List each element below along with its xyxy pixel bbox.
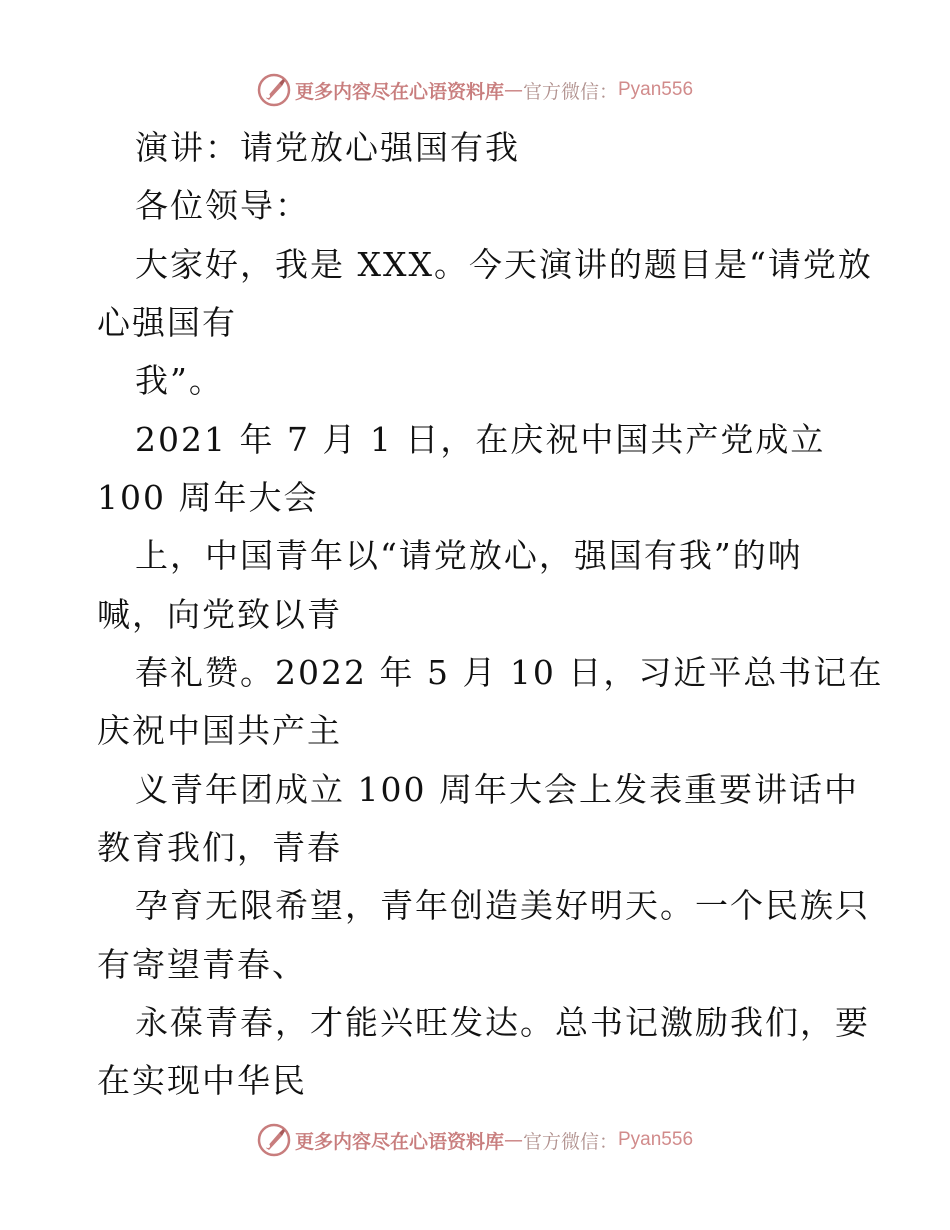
text-line: 春礼赞。2022 年 5 月 10 日，习近平总书记在 <box>135 653 884 692</box>
text-line: 有寄望青春、 <box>97 945 307 984</box>
watermark-wechat-label: 官方微信： <box>522 1130 618 1153</box>
text-line: 在实现中华民 <box>97 1061 307 1100</box>
quill-pen-icon <box>257 73 291 107</box>
watermark-dash: — <box>503 1129 523 1151</box>
text-line: 庆祝中国共产主 <box>97 711 342 750</box>
footer-watermark <box>0 1120 950 1160</box>
watermark-wechat-id: Pyan556 <box>618 1129 694 1150</box>
quill-pen-icon <box>257 1123 291 1157</box>
watermark-dash: — <box>503 79 523 101</box>
text-line: 喊，向党致以青 <box>97 595 342 634</box>
text-line: 我”。 <box>135 361 224 400</box>
watermark-brand-text: 更多内容尽在心语资料库 <box>294 80 504 103</box>
watermark-brand-text: 更多内容尽在心语资料库 <box>294 1130 504 1153</box>
text-line: 2021 年 7 月 1 日，在庆祝中国共产党成立 <box>135 420 826 459</box>
text-line: 上，中国青年以“请党放心，强国有我”的呐 <box>135 536 803 575</box>
text-line: 孕育无限希望，青年创造美好明天。一个民族只 <box>135 886 870 925</box>
text-line: 大家好，我是 XXX。今天演讲的题目是“请党放 <box>135 245 873 284</box>
text-line: 永葆青春，才能兴旺发达。总书记激励我们，要 <box>135 1003 870 1042</box>
text-line: 义青年团成立 100 周年大会上发表重要讲话中 <box>135 770 859 809</box>
text-line: 教育我们，青春 <box>97 828 342 867</box>
speech-title: 演讲：请党放心强国有我 <box>135 128 520 167</box>
watermark-wechat-id: Pyan556 <box>618 79 694 100</box>
text-line: 100 周年大会 <box>97 478 319 517</box>
watermark-wechat-label: 官方微信： <box>522 80 618 103</box>
text-line: 心强国有 <box>97 303 237 342</box>
salutation: 各位领导： <box>135 186 310 225</box>
header-watermark <box>0 70 950 110</box>
